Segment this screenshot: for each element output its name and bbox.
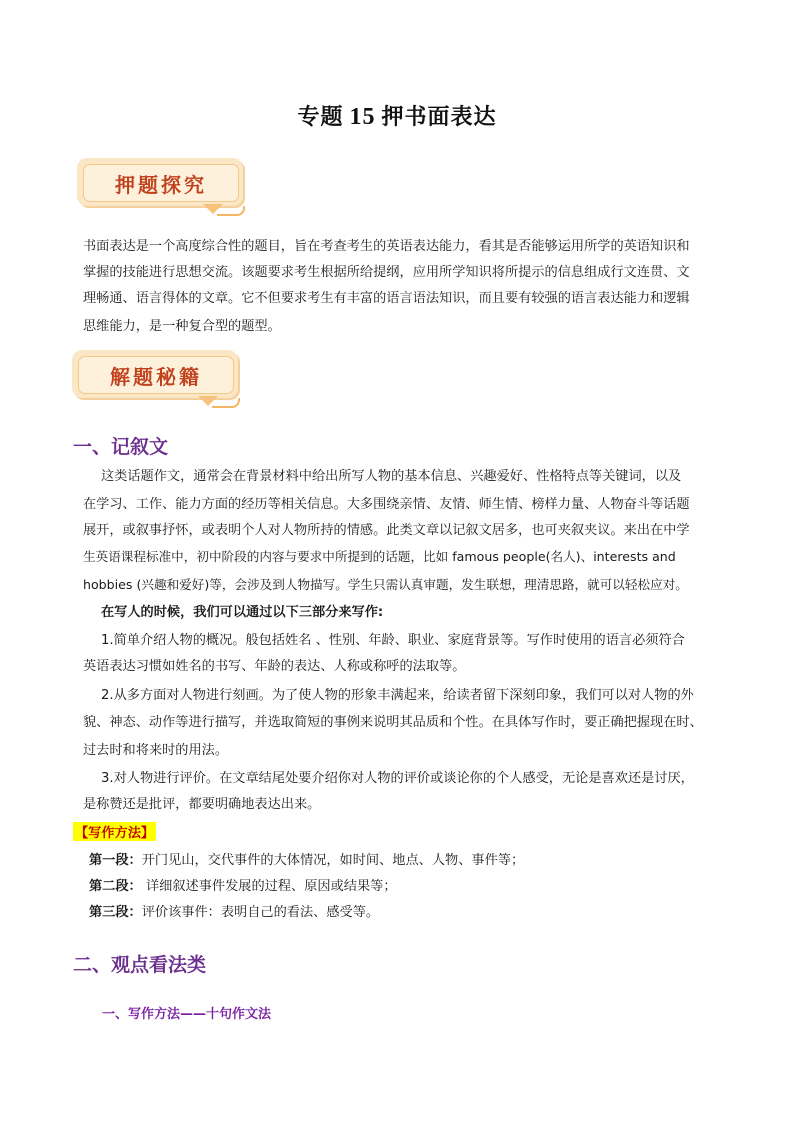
page-title: [0, 100, 794, 131]
method-label: 第三段：: [89, 905, 142, 920]
method-label: 第一段：: [89, 853, 142, 868]
decor-stroke: [217, 206, 245, 216]
title-number: 15: [349, 104, 376, 130]
method-text: 详细叙述事件发展的过程、原因或结果等；: [141, 879, 397, 894]
point-line: 3.对人物进行评价。在文章结尾处要介绍你对人物的评价或谈论你的个人感受，无论是喜欢还是讨厌，: [101, 771, 694, 786]
narrative-line: 在学习、工作、能力方面的经历等相关信息。大多围绕亲情、友情、师生情、榜样力量、人物奋斗等话题: [83, 497, 690, 512]
method-text: 开门见山，交代事件的大体情况，如时间、地点、人物、事件等；: [141, 853, 525, 868]
point-line: 2.从多方面对人物进行刻画。为了使人物的形象丰满起来，给读者留下深刻印象，我们可以对人物的外: [101, 688, 694, 703]
method-text: 评价该事件：表明自己的看法、感受等。: [141, 905, 380, 920]
narrative-line: 生英语课程标准中，初中阶段的内容与要求中所提到的话题，比如 famous people(名人)、interests and: [83, 549, 676, 564]
intro-line: 掌握的技能进行思想交流。该题要求考生根据所给提纲，应用所学知识将所提示的信息组成行文连贯、文: [83, 265, 690, 280]
narrative-line: 展开，或叙事抒怀，或表明个人对人物所持的情感。此类文章以记叙文居多，也可夹叙夹议。来出在中学: [83, 523, 690, 538]
intro-line: 书面表达是一个高度综合性的题目，旨在考查考生的英语表达能力，看其是否能够运用所学的英语知识和: [83, 239, 690, 254]
section-heading-opinion: 二、观点看法类: [73, 954, 207, 976]
banner-tips: [72, 350, 242, 406]
subsection-heading: 一、写作方法——十句作文法: [102, 1007, 272, 1022]
narrative-line: 这类话题作文，通常会在背景材料中给出所写人物的基本信息、兴趣爱好、性格特点等关键词，以及: [101, 469, 682, 484]
method-label: 第二段：: [89, 879, 142, 894]
title-prefix: 专题: [297, 104, 344, 130]
point-line: 1.简单介绍人物的概况。般包括姓名 、性别、年龄、职业、家庭背景等。写作时使用的语言必须符合: [101, 633, 685, 648]
method-line: [83, 874, 729, 900]
title-suffix: 押书面表达: [381, 104, 497, 130]
writing-method-tag: 【写作方法】: [73, 822, 156, 841]
point-line: 是称赞还是批评，都要明确地表达出来。: [83, 797, 321, 812]
three-parts-intro: 在写人的时候，我们可以通过以下三部分来写作:: [101, 605, 384, 620]
narrative-line: hobbies (兴趣和爱好)等，会涉及到人物描写。学生只需认真审题，发生联想，理清思路，就可以轻松应对。: [83, 577, 688, 592]
point-line: 貌、神态、动作等进行描写，并选取简短的事例来说明其品质和个性。在具体写作时，要正确把握现在时、: [83, 715, 703, 730]
method-line: [83, 848, 729, 874]
intro-line: 理畅通、语言得体的文章。它不但要求考生有丰富的语言语法知识，而且要有较强的语言表达能力和逻辑: [83, 291, 690, 306]
point-line: 过去时和将来时的用法。: [83, 743, 229, 758]
banner-label: 押题探究: [83, 164, 239, 202]
method-line: [83, 900, 729, 926]
point-line: 英语表达习惯如姓名的书写、年龄的表达、人称或称呼的法取等。: [83, 659, 466, 674]
banner-explore: [77, 158, 247, 214]
decor-stroke: [212, 398, 240, 408]
banner-label: 解题秘籍: [78, 356, 234, 394]
section-heading-narrative: 一、记叙文: [73, 436, 169, 458]
intro-line: 思维能力，是一种复合型的题型。: [83, 319, 281, 334]
